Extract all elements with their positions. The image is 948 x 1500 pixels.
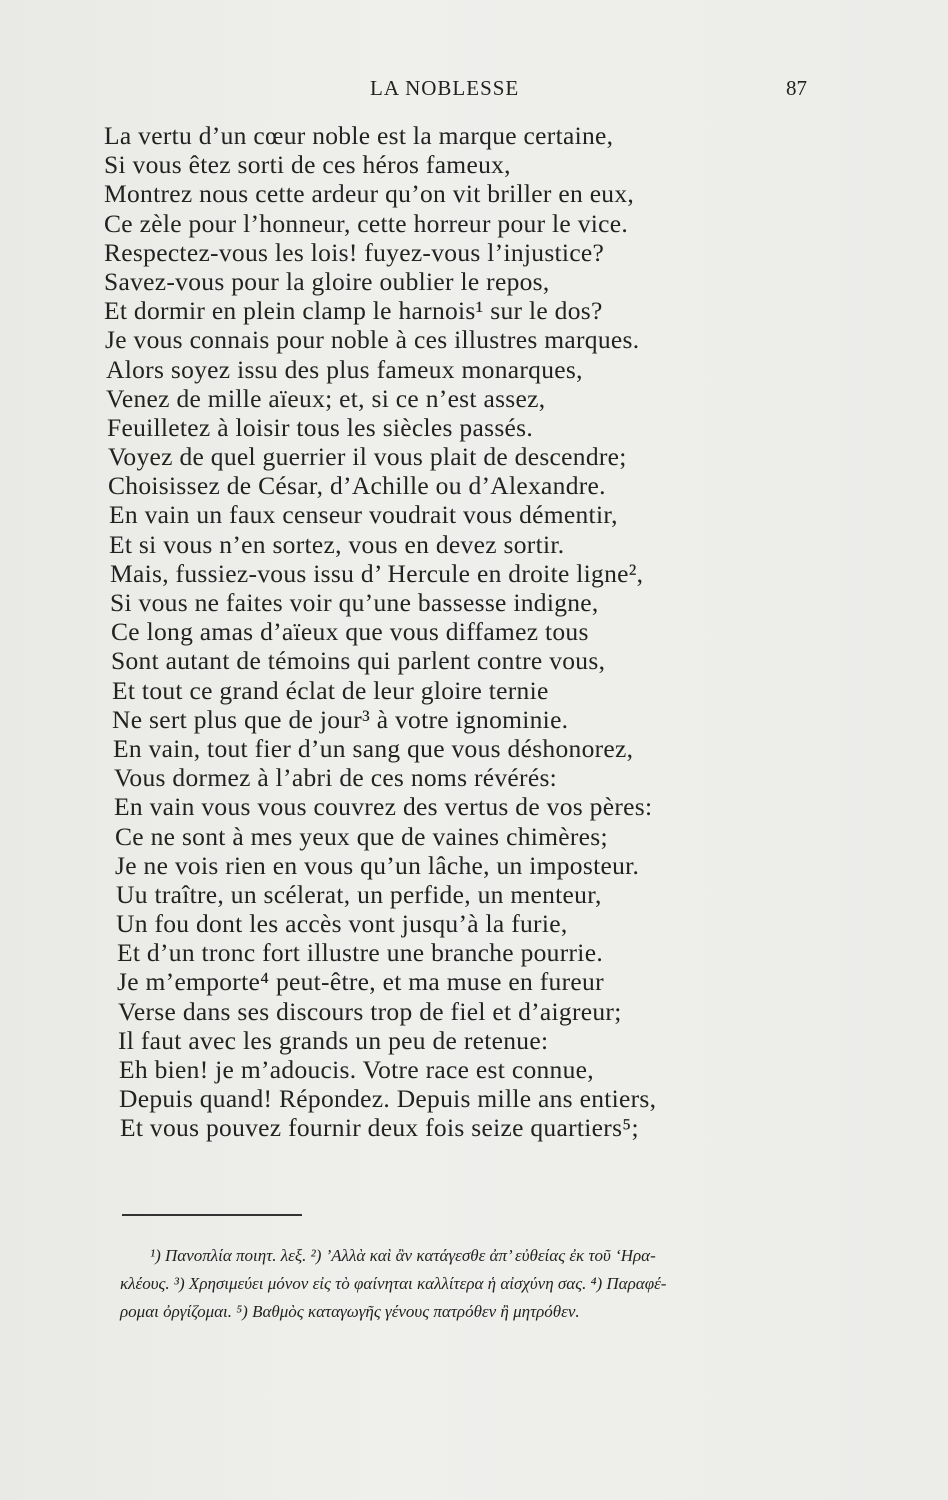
verse-line: Uu traître, un scélerat, un perfide, un menteur, [116,879,602,909]
footnote-line: ¹) Πανοπλία ποιητ. λεξ. ²) ’Αλλὰ καὶ ἂν κατάγεσθε ἀπ’ εὐθείας ἐκ τοῦ ‘Ηρα- [150,1246,656,1265]
verse-line: Venez de mille aïeux; et, si ce n’est assez, [106,383,546,413]
verse-line: En vain un faux censeur voudrait vous démentir, [109,500,618,530]
page-number: 87 [786,76,807,100]
verse-line: Choisissez de César, d’Achille ou d’Alexandre. [108,471,606,501]
verse-line: Je vous connais pour noble à ces illustres marques. [105,325,640,355]
verse-line: Verse dans ses discours trop de fiel et d’aigreur; [118,996,622,1026]
running-head: LA NOBLESSE [370,76,520,100]
footnote-line: ρομαι ὀργίζομαι. ⁵) Βαθμὸς καταγωγῆς γένους πατρόθεν ἢ μητρόθεν. [120,1302,580,1321]
verse-line: La vertu d’un cœur noble est la marque certaine, [104,121,614,150]
verse-line: Voyez de quel guerrier il vous plait de descendre; [108,442,627,472]
verse-line: Mais, fussiez-vous issu d’ Hercule en droite ligne², [110,558,644,588]
verse-line: Et si vous n’en sortez, vous en devez sortir. [109,529,565,559]
verse-line: Et d’un tronc fort illustre une branche pourrie. [117,938,603,968]
verse-line: Montrez nous cette ardeur qu’on vit briller en eux, [104,179,635,209]
verse-line: Et vous pouvez fournir deux fois seize quartiers⁵; [120,1113,639,1143]
verse-line: Feuilletez à loisir tous les siècles passés. [107,412,534,442]
poem-body [104,121,824,1143]
verse-line: En vain, tout fier d’un sang que vous déshonorez, [113,733,634,763]
footnotes [120,1242,840,1326]
verse-line: Ce zèle pour l’honneur, cette horreur pour le vice. [104,208,629,238]
verse-line: Je m’emporte⁴ peut-être, et ma muse en fureur [117,967,604,997]
verse-line: Et dormir en plein clamp le harnois¹ sur le dos? [104,296,603,326]
verse-line: Eh bien! je m’adoucis. Votre race est connue, [119,1055,594,1084]
footnote-line: κλέους. ³) Χρησιμεύει μόνον εἰς τὸ φαίνηται καλλίτερα ἡ αἰσχύνη σας. ⁴) Παραφέ- [120,1274,667,1293]
verse-line: Ce ne sont à mes yeux que de vaines chimères; [115,821,608,851]
verse-line: Il faut avec les grands un peu de retenue: [118,1025,549,1055]
page-header [0,76,948,106]
verse-line: Sont autant de témoins qui parlent contre vous, [111,646,606,676]
verse-line: Si vous êtez sorti de ces héros fameux, [104,150,511,180]
verse-line: Depuis quand! Répondez. Depuis mille ans entiers, [119,1084,657,1114]
verse-line: Respectez-vous les lois! fuyez-vous l’injustice? [104,237,605,267]
verse-line: Ce long amas d’aïeux que vous diffamez tous [111,617,589,647]
verse-line: Si vous ne faites voir qu’une bassesse indigne, [110,588,599,617]
verse-line: Vous dormez à l’abri de ces noms révérés: [114,763,558,793]
footnote-separator [122,1214,302,1216]
verse-line: Et tout ce grand éclat de leur gloire ternie [112,675,549,705]
verse-line: Je ne vois rien en vous qu’un lâche, un imposteur. [115,850,640,880]
verse-line: Alors soyez issu des plus fameux monarques, [106,354,583,384]
verse-line: Un fou dont les accès vont jusqu’à la furie, [116,909,568,939]
verse-line: Ne sert plus que de jour³ à votre ignominie. [112,704,569,734]
verse-line: Savez-vous pour la gloire oublier le repos, [104,266,550,296]
verse-line: En vain vous vous couvrez des vertus de vos pères: [114,792,653,822]
